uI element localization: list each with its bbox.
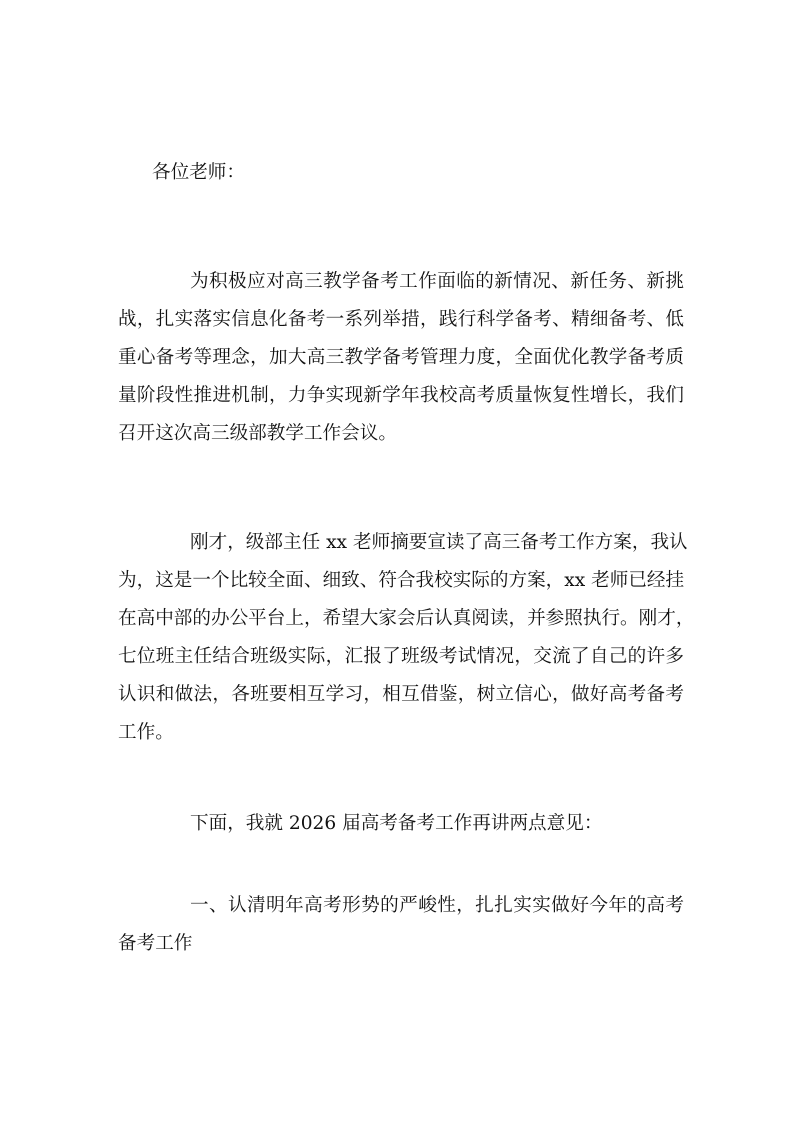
text-line: 为积极应对高三教学备考工作面临的新情况、新任务、新挑: [190, 271, 684, 292]
text-line: 重心备考等理念，加大高三教学备考管理力度，全面优化教学备考质: [118, 347, 684, 368]
text-line: 七位班主任结合班级实际，汇报了班级考试情况，交流了自己的许多: [118, 646, 684, 667]
text-line: 一、认清明年高考形势的严峻性，扎扎实实做好今年的高考: [190, 895, 684, 916]
text-line: 为，这是一个比较全面、细致、符合我校实际的方案，xx 老师已经挂: [118, 570, 685, 591]
text-line: 下面，我就 2026 届高考备考工作再讲两点意见：: [190, 813, 603, 834]
text-line: 量阶段性推进机制，力争实现新学年我校高考质量恢复性增长，我们: [118, 385, 684, 406]
text-line: 刚才，级部主任 xx 老师摘要宣读了高三备考工作方案，我认: [190, 532, 688, 553]
text-line: 备考工作: [118, 933, 193, 954]
text-line: 工作。: [118, 722, 174, 743]
text-line: 战，扎实落实信息化备考一系列举措，践行科学备考、精细备考、低: [118, 309, 684, 330]
text-line: 召开这次高三级部教学工作会议。: [118, 423, 397, 444]
salutation: 各位老师：: [152, 162, 245, 183]
text-line: 在高中部的办公平台上，希望大家会后认真阅读，并参照执行。刚才，: [118, 608, 695, 629]
text-line: 认识和做法，各班要相互学习，相互借鉴，树立信心，做好高考备考: [118, 684, 684, 705]
